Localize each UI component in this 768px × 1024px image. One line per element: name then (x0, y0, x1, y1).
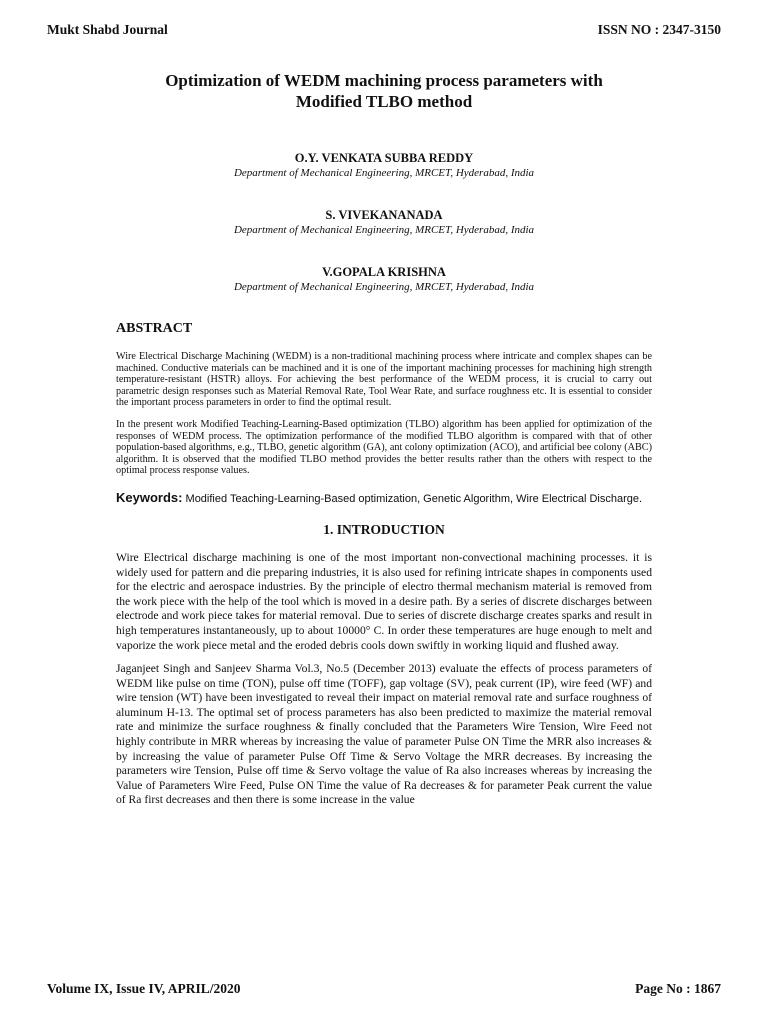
abstract-paragraph-2: In the present work Modified Teaching-Learning-Based optimization (TLBO) algorithm has been applied for optimization of the responses of WEDM process. The optimization performance of the modified TLBO algorithm is compared with that of other population-based algorithms, e.g., TLBO, genetic algorithm (GA), ant colony optimization (ACO), and artificial bee colony (ABC) algorithm. It is observed that the modified TLBO method provides the better results rather than the others with respect to the optimal process response values. (116, 418, 652, 477)
introduction-paragraph-2: Jaganjeet Singh and Sanjeev Sharma Vol.3, No.5 (December 2013) evaluate the effects of process parameters of WEDM like pulse on time (TON), pulse off time (TOFF), gap voltage (SV), peak current (IP), wire feed (WF) and wire tension (WT) have been investigated to reveal their impact on material removal rate and surface roughness of aluminum H-13. The optimal set of process parameters has also been predicted to maximize the material removal rate and minimize the surface roughness & finally concluded that the Parameters Wire Tension, Wire Feed not highly contribute in MRR whereas by increasing the value of parameter Pulse ON Time the MRR also increases & by increasing the value of parameter Pulse Off Time & Servo Voltage the MRR decreases. By increasing the parameters wire Tension, Pulse off time & Servo voltage the value of Ra also increases whereas by increasing the Value of Parameters Wire Feed, Pulse ON Time the value of Ra decreases & for parameter Peak current the value of Ra first decreases and then there is some increase in the value (116, 662, 652, 807)
paper-title (100, 70, 668, 112)
keywords-text: Modified Teaching-Learning-Based optimization, Genetic Algorithm, Wire Electrical Discharge. (182, 492, 643, 505)
author-affiliation: Department of Mechanical Engineering, MRCET, Hyderabad, India (233, 167, 535, 179)
page-number: Page No : 1867 (635, 981, 721, 996)
volume-issue: Volume IX, Issue IV, APRIL/2020 (47, 981, 241, 996)
author-name: S. VIVEKANANADA (325, 208, 443, 222)
author-affiliation: Department of Mechanical Engineering, MRCET, Hyderabad, India (233, 281, 535, 293)
author-block-3 (100, 264, 668, 295)
keywords (116, 489, 652, 508)
paper-title-line-1: Optimization of WEDM machining process parameters with (165, 71, 603, 90)
journal-name: Mukt Shabd Journal (47, 22, 168, 37)
keywords-label: Keywords: (116, 489, 183, 505)
abstract-heading: ABSTRACT (116, 321, 193, 336)
introduction-paragraph-1: Wire Electrical discharge machining is one of the most important non-convectional machining processes. it is widely used for pattern and die preparing industries, it is also used for refining intricate shapes in components used for the electric and aerospace industries. By the principle of electro thermal mechanism material is removed from the work piece with the help of the tool which is moved in a desire path. By a series of discrete discharges between electrode and work piece takes for material removal. Due to series of discrete discharge creates sparks and result in high temperatures instantaneously, up to about 10000° C. In order these temperatures are huge enough to melt and vaporize the work piece metal and the eroded debris cools down swiftly in working liquid and flushed away. (116, 550, 652, 652)
author-block-2 (100, 207, 668, 238)
author-block-1 (100, 150, 668, 181)
author-name: V.GOPALA KRISHNA (322, 265, 446, 279)
abstract-paragraph-1: Wire Electrical Discharge Machining (WEDM) is a non-traditional machining process where intricate and complex shapes can be machined. Conductive materials can be machined and it is one of the important machining processes for machining high strength temperature-resistant (HSTR) alloys. For achieving the best performance of the WEDM process, it is crucial to carry out parametric design responses such as Material Removal Rate, Tool Wear Rate, and surface roughness etc. It is essential to consider the important process parameters in order to find the optimal result. (116, 351, 652, 409)
issn-number: ISSN NO : 2347-3150 (597, 22, 721, 37)
paper-title-line-2: Modified TLBO method (295, 92, 473, 111)
paper-body (116, 321, 652, 817)
author-affiliation: Department of Mechanical Engineering, MRCET, Hyderabad, India (233, 224, 535, 236)
introduction-heading: 1. INTRODUCTION (323, 521, 445, 537)
author-name: O.Y. VENKATA SUBBA REDDY (294, 151, 474, 165)
